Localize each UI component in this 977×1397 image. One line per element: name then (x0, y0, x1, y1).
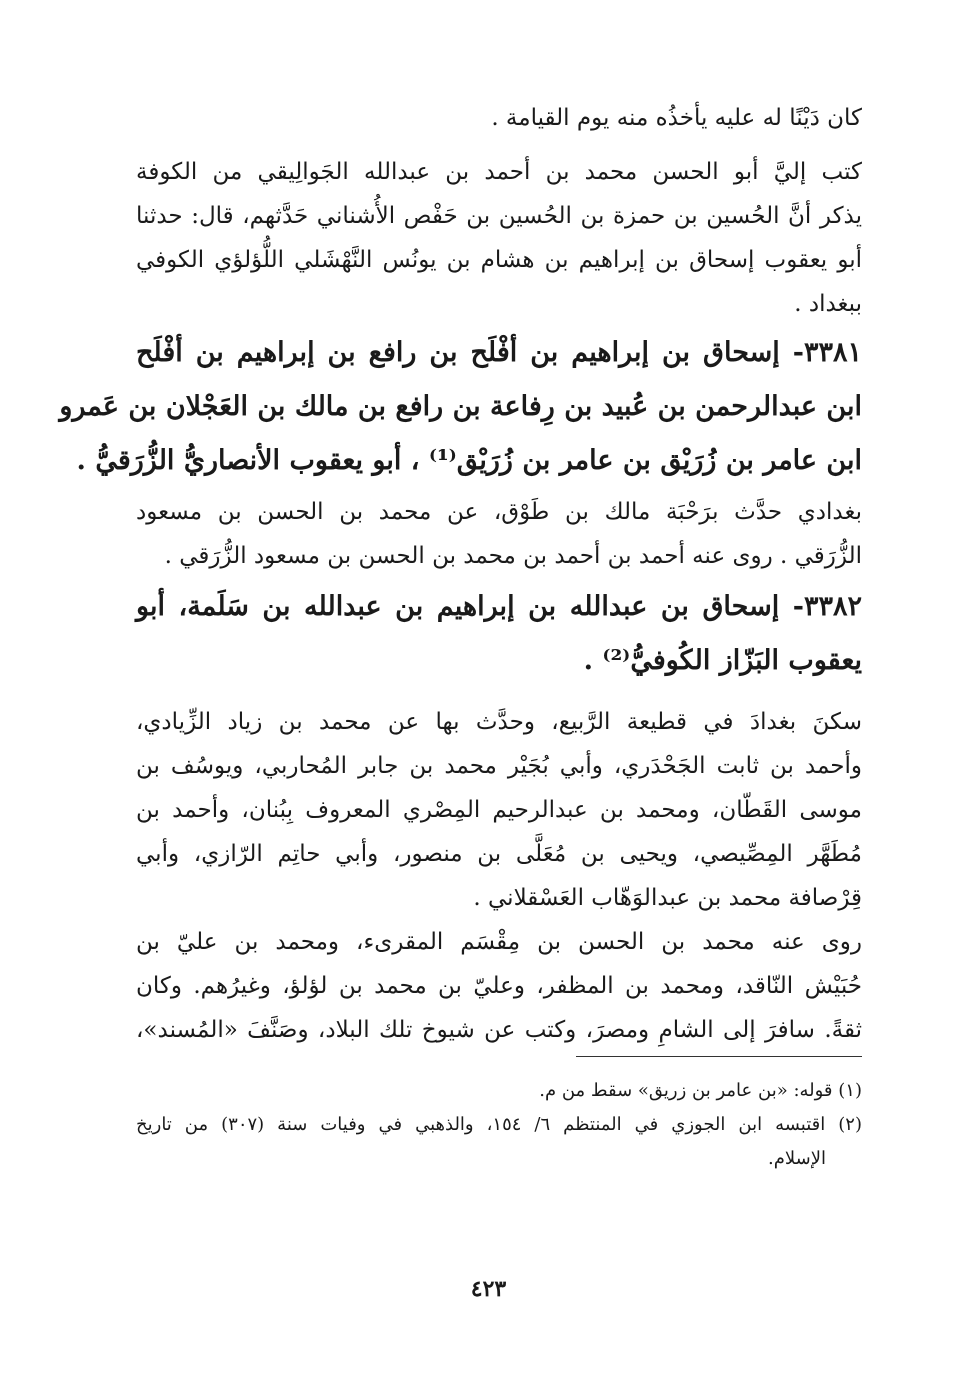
footnote: الإسلام. (768, 1148, 826, 1169)
text-line: حُبَيْش النّاقد، ومحمد بن المظفر، وعليّ بن محمد بن لؤلؤ، وغيرُهم. وكان (136, 973, 862, 999)
paragraph-source (136, 150, 862, 326)
entry-heading-3381 (59, 326, 862, 488)
paragraph-entry-3382-teachers (136, 700, 862, 920)
text-line: روى عنه محمد بن الحسن بن مِقْسَم المقرىء، ومحمد بن عليّ بن (136, 929, 862, 955)
text-line: بغدادي حدَّث برَحْبَة مالك بن طَوْق، عن محمد بن الحسن بن مسعود (136, 499, 862, 525)
text-line: كان دَيْنًا له عليه يأخذُه منه يوم القيامة . (491, 105, 862, 131)
text-line: موسى القَطّان، ومحمد بن عبدالرحيم المِصْري المعروف بِبُنان، وأحمد بن (136, 797, 862, 823)
footnote-separator (576, 1056, 862, 1057)
paragraph-entry-3381 (136, 490, 862, 578)
heading-line: ٣٣٨٢- إسحاق بن عبدالله بن إبراهيم بن عبدالله بن سَلَمة، أبو (136, 591, 862, 622)
text-line: وأحمد بن ثابت الجَحْدَري، وأبي بُجَيْر محمد بن جابر المُحاربي، ويوسُف بن (136, 753, 862, 779)
text-line: الزُّرَقي . روى عنه أحمد بن أحمد بن محمد بن الحسن بن مسعود الزُّرَقي . (164, 543, 862, 569)
entry-heading-3382 (136, 580, 862, 688)
text-line: كتب إليَّ أبو الحسن محمد بن أحمد بن عبدالله الجَوالِيقي من الكوفة (136, 159, 862, 185)
heading-line: ٣٣٨١- إسحاق بن إبراهيم بن أفْلَح بن رافع بن إبراهيم بن أفْلَح (136, 337, 862, 368)
text-line: سكنَ بغدادَ في قطيعة الرَّبيع، وحدَّث بها عن محمد بن زياد الزِّيادي، (136, 709, 862, 735)
text-line: ببغداد . (794, 291, 862, 317)
text-line: يذكر أنَّ الحُسين بن حمزة بن الحُسين بن حَفْص الأُشناني حَدَّثهم، قال: حدثنا (136, 203, 862, 229)
text-line: أبو يعقوب إسحاق بن إبراهيم بن هشام بن يونُس النَّهْشَلي اللُّؤلؤي الكوفي (136, 247, 862, 273)
page-number: ٤٢٣ (470, 1276, 507, 1302)
footnote: (٢) اقتبسه ابن الجوزي في المنتظم ٦/ ١٥٤، والذهبي في وفيات سنة (٣٠٧) من تاريخ (136, 1114, 862, 1135)
heading-line: يعقوب البَزّاز الكُوفيُّ⁽²⁾ . (583, 645, 862, 676)
paragraph-entry-3382-students (136, 920, 862, 1052)
text-line: مُطَهَّر المِصِّيصي، ويحيى بن مُعَلَّى بن منصور، وأبي حاتِم الرّازي، وأبي (136, 841, 862, 867)
heading-line: ابن عبدالرحمن بن عُبيد بن رِفاعة بن رافع بن مالك بن العَجْلان بن عَمرو (59, 391, 862, 422)
footnotes (136, 1074, 862, 1176)
footnote: (١) قوله: «بن عامر بن زريق» سقط من م. (539, 1080, 862, 1101)
text-line: ثقةً. سافرَ إلى الشامِ ومصرَ، وكتب عن شيوخ تلك البلاد، وصَنَّفَ «المُسند»، (136, 1017, 862, 1043)
text-line: قِرْصافة محمد بن عبدالوَهّاب العَسْقلاني . (473, 885, 862, 911)
paragraph-continuation (136, 96, 862, 140)
heading-line: ابن عامر بن زُرَيْق بن عامر بن زُرَيْق⁽¹⁾ ، أبو يعقوب الأنصاريُّ الزُّرَقيُّ . (76, 445, 862, 476)
